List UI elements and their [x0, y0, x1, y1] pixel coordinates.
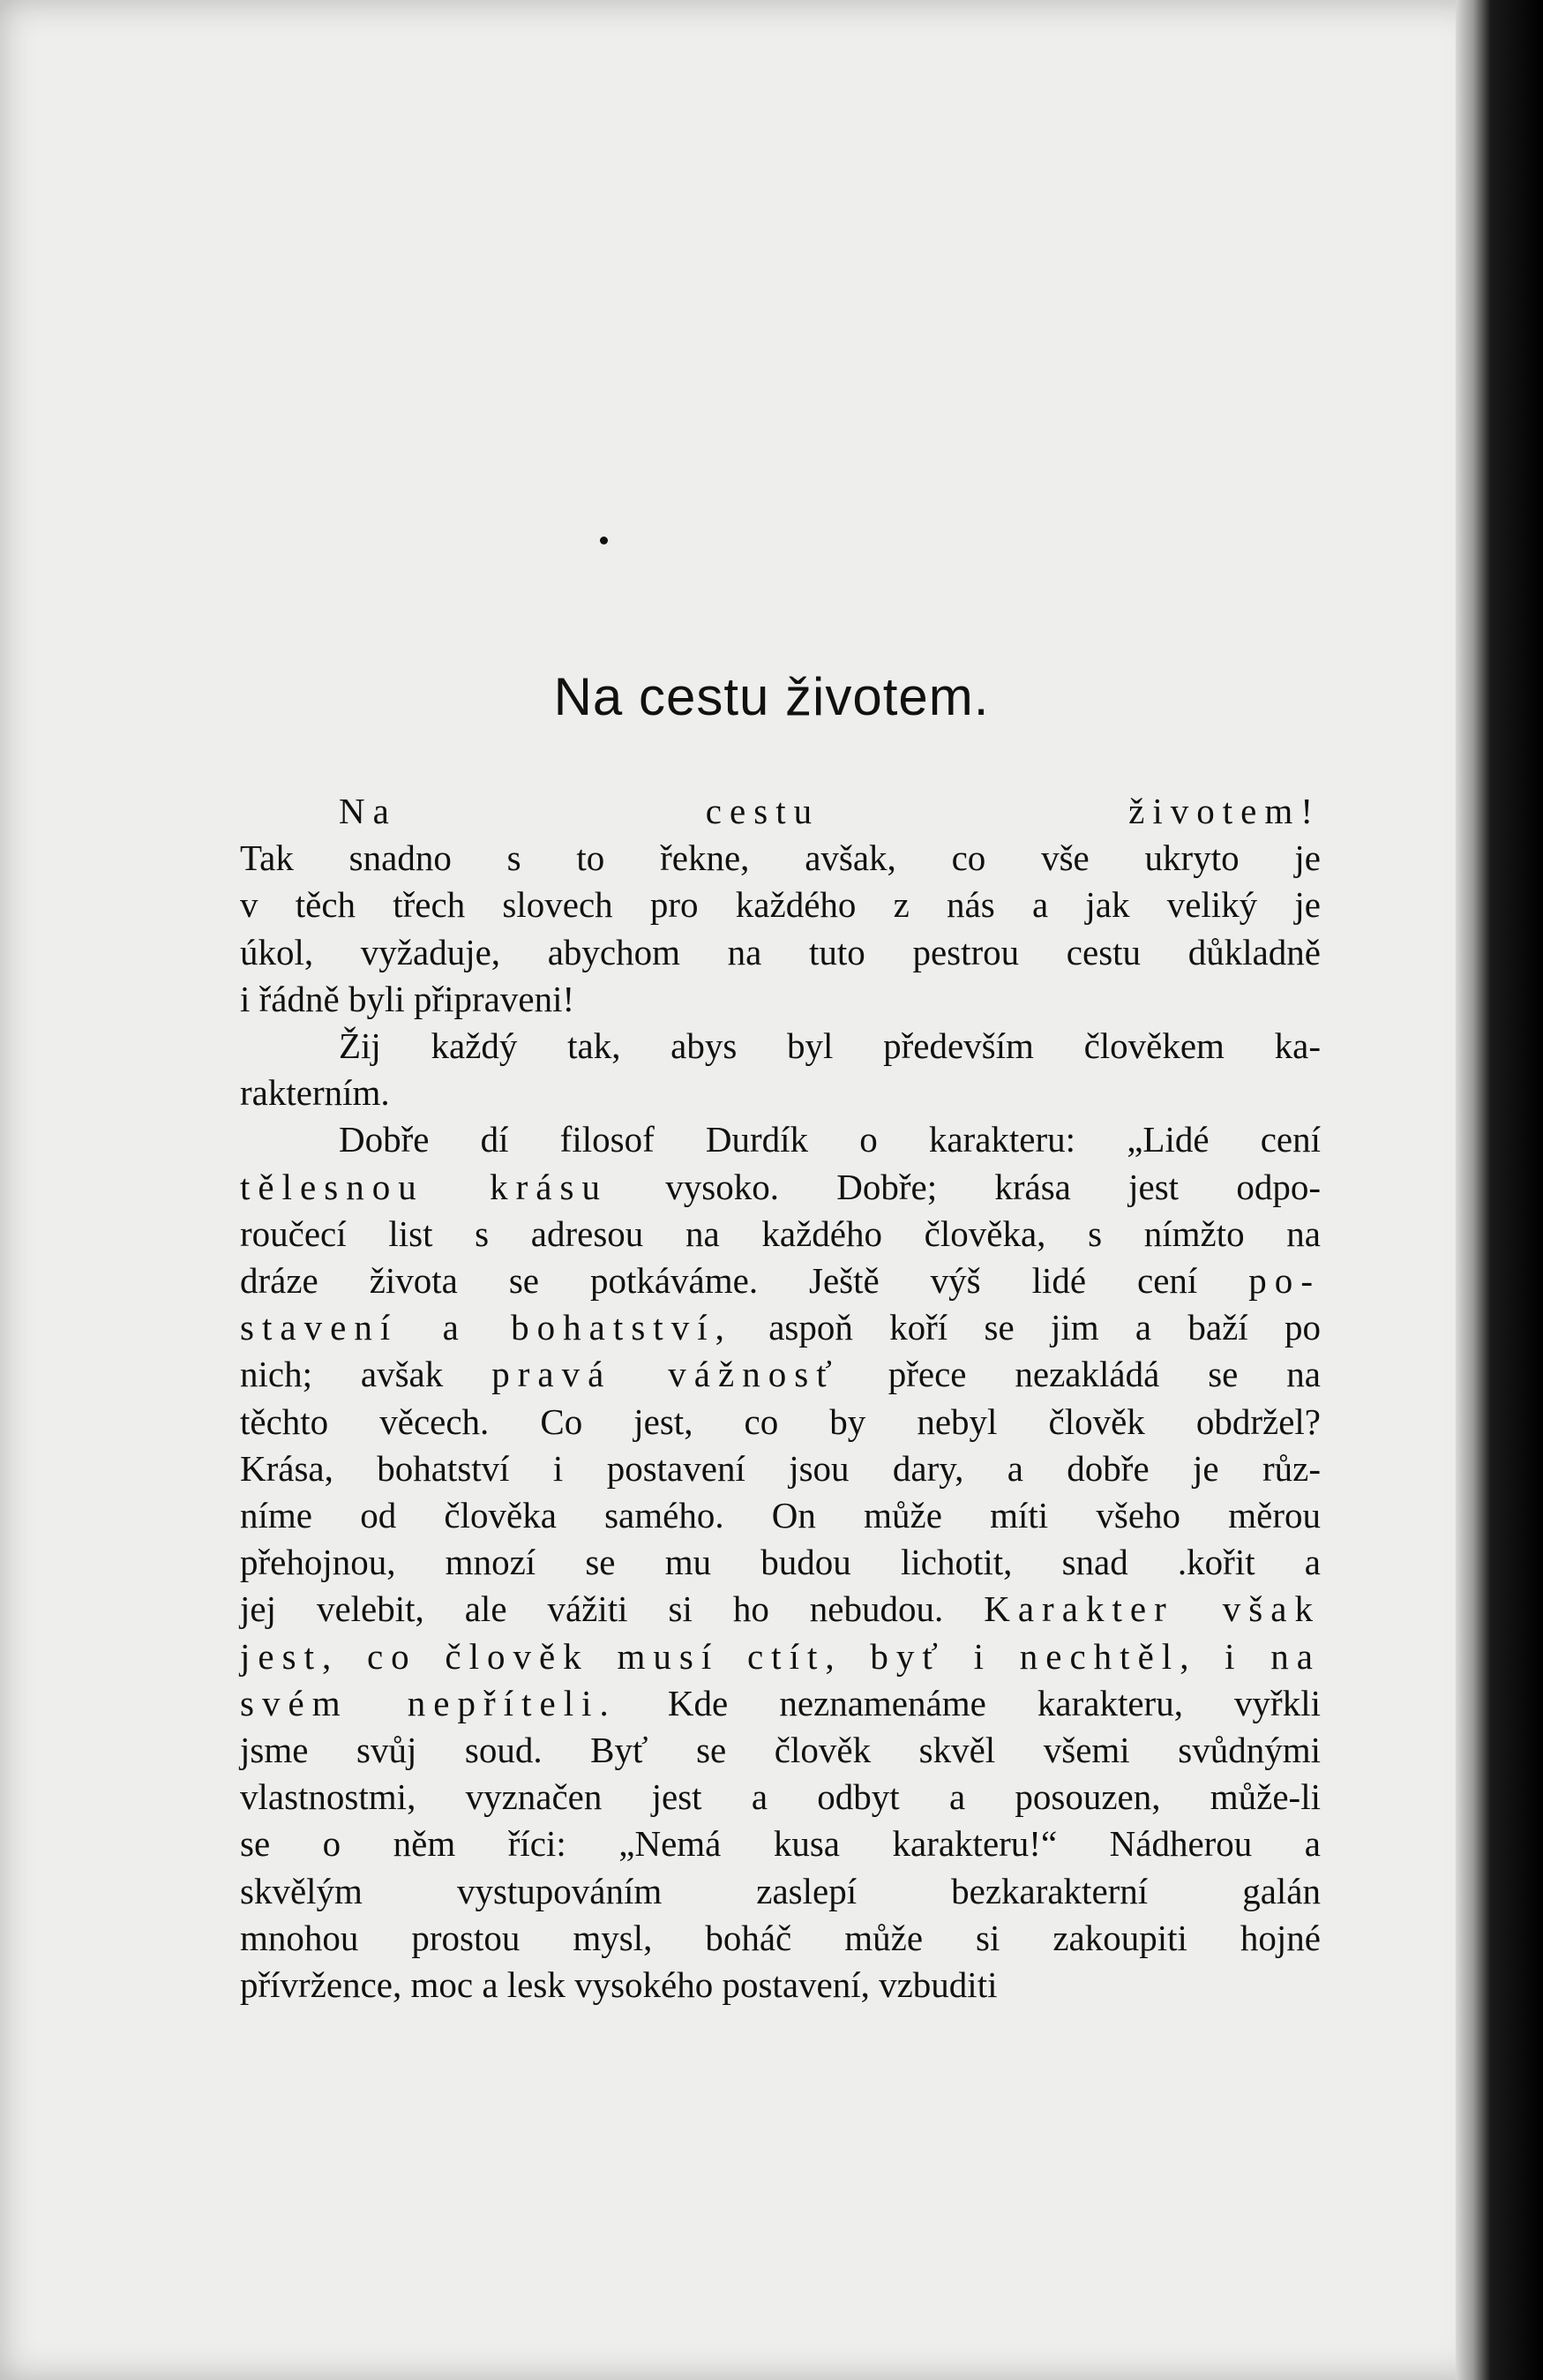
text-line — [240, 1023, 1321, 1070]
text-line — [240, 1774, 1321, 1821]
text-run: nich; avšak — [240, 1354, 492, 1395]
text-line — [240, 882, 1321, 928]
body-text — [240, 788, 1321, 2008]
text-run: Kde neznamenáme karakteru, vyřkli — [616, 1682, 1321, 1723]
text-line — [240, 1821, 1321, 1867]
text-line — [240, 1727, 1321, 1774]
text-line — [240, 788, 1321, 835]
spaced-emphasis-text: Na cestu životem! — [339, 791, 1321, 831]
text-run: vlastnostmi, vyznačen jest a odbyt a posouzen, může-li — [240, 1776, 1321, 1818]
text-line — [240, 1492, 1321, 1539]
text-run: v těch třech slovech pro každého z nás a jak veliký je — [240, 884, 1321, 926]
spaced-emphasis-text: stavení a bohatství, — [240, 1307, 732, 1348]
text-line — [240, 1445, 1321, 1492]
text-line — [240, 1586, 1321, 1633]
text-run: jej velebit, ale vážiti si ho nebudou. — [240, 1588, 985, 1630]
text-line — [240, 835, 1321, 882]
text-run: dráze života se potkáváme. Ještě výš lidé cení — [240, 1260, 1249, 1302]
text-line — [240, 1399, 1321, 1445]
text-run: jsme svůj soud. Byť se člověk skvěl všemi svůdnými — [240, 1730, 1321, 1771]
text-run: Dobře dí filosof Durdík o karakteru: „Lidé cení — [339, 1119, 1321, 1160]
spaced-emphasis-text: tělesnou krásu — [240, 1166, 608, 1207]
text-run: Krása, bohatství i postavení jsou dary, a dobře je růz- — [240, 1447, 1321, 1489]
text-run: i řádně byli připraveni! — [240, 978, 575, 1019]
text-line — [240, 1164, 1321, 1211]
text-line — [240, 1680, 1321, 1727]
spaced-emphasis-text: po- — [1248, 1260, 1321, 1302]
text-line — [240, 1868, 1321, 1915]
text-line — [240, 1962, 1321, 2008]
text-line — [240, 1211, 1321, 1258]
text-line — [240, 1070, 1321, 1116]
spaced-emphasis-text: pravá vážnosť — [491, 1354, 840, 1395]
text-line — [240, 1915, 1321, 1962]
spaced-emphasis-text: svém nepříteli. — [240, 1682, 617, 1723]
text-run: přehojnou, mnozí se mu budou lichotit, snad .kořit a — [240, 1542, 1321, 1583]
text-run: rakterním. — [240, 1072, 390, 1114]
text-run: aspoň kоří se jim a baží po — [731, 1307, 1321, 1348]
text-run: mnohou prostou mysl, boháč může si zakoupiti hojné — [240, 1917, 1321, 1958]
text-line — [240, 1633, 1321, 1680]
text-line — [240, 1539, 1321, 1586]
text-line — [240, 1116, 1321, 1163]
text-run: úkol, vyžaduje, abychom na tuto pestrou cestu důkladně — [240, 931, 1321, 972]
spaced-emphasis-text: jest, co člověk musí ctít, byť i nechtěl, i na — [240, 1635, 1321, 1677]
text-run: Tak snadno s to řekne, avšak, co vše ukryto je — [240, 837, 1321, 879]
text-run: vysoko. Dobře; krása jest odpo- — [608, 1166, 1321, 1207]
text-line — [240, 929, 1321, 976]
text-run: přece nezakládá se na — [839, 1354, 1321, 1395]
text-run: roučecí list s adresou na každého člověka, s nímžto na — [240, 1213, 1321, 1254]
spaced-emphasis-text: Karakter však — [984, 1588, 1321, 1630]
text-run: těchto věcech. Co jest, co by nebyl člověk obdržel? — [240, 1400, 1321, 1442]
chapter-title: Na cestu životem. — [553, 667, 990, 726]
text-run: přívržence, moc a lesk vysokého postavení, vzbuditi — [240, 1964, 998, 2006]
page-binding-edge — [1456, 0, 1543, 2380]
text-line — [240, 1258, 1321, 1304]
text-run: Žij každý tak, abys byl především člověkem ka- — [339, 1025, 1321, 1067]
text-line — [240, 1351, 1321, 1398]
text-run: níme od člověka samého. On může míti všeho měrou — [240, 1495, 1321, 1536]
text-line — [240, 976, 1321, 1023]
ink-mark — [600, 537, 608, 544]
text-run: se o něm říci: „Nemá kusa karakteru!“ Nádherou a — [240, 1823, 1321, 1865]
text-line — [240, 1304, 1321, 1351]
text-run: skvělým vystupováním zaslepí bezkarakterní galán — [240, 1870, 1321, 1911]
